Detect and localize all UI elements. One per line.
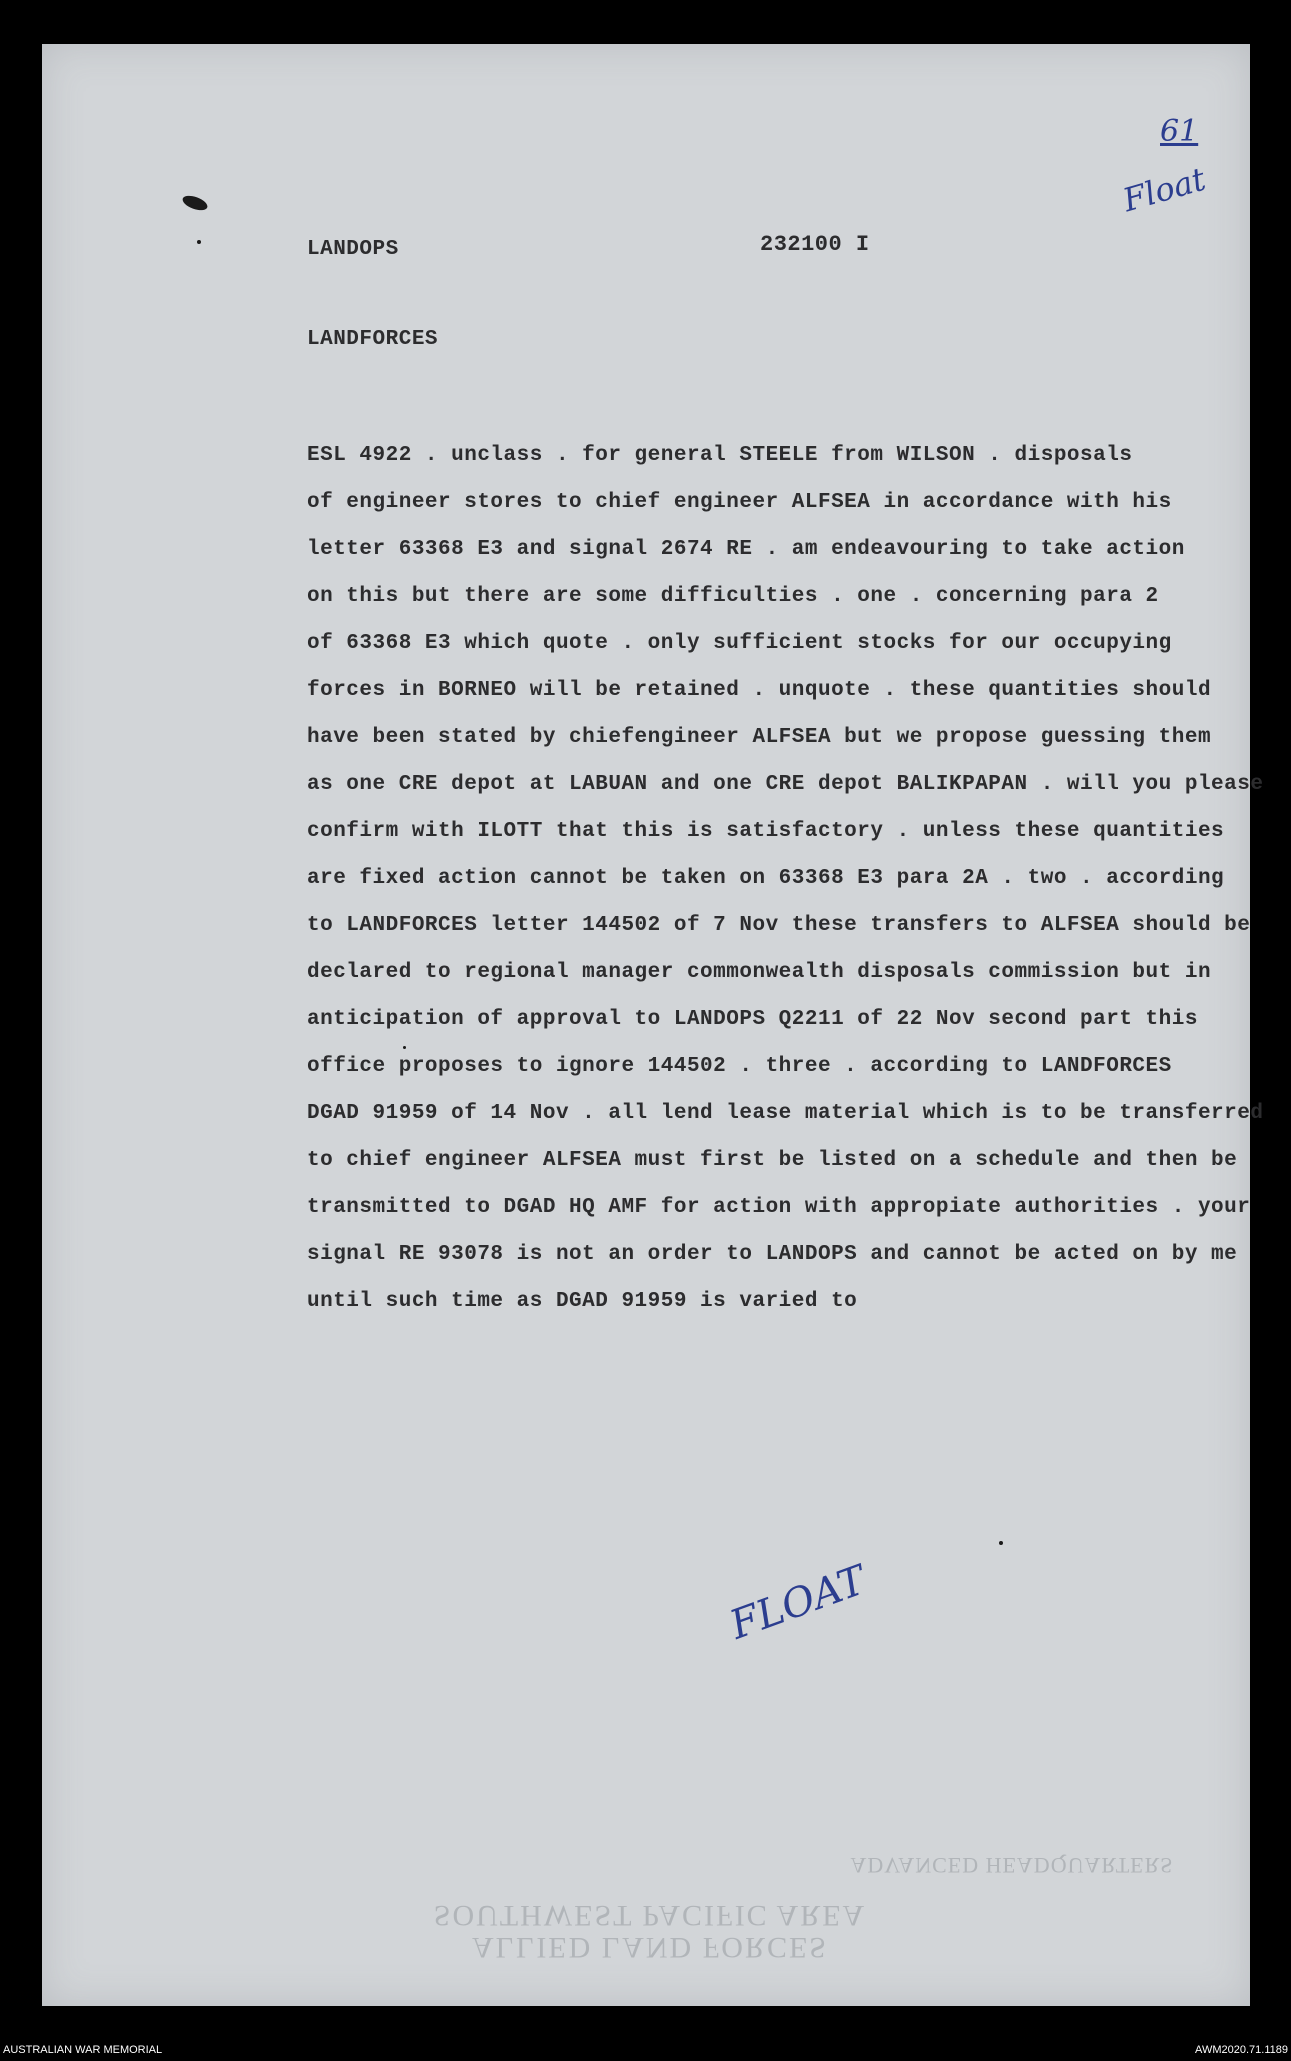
body-line: letter 63368 E3 and signal 2674 RE . am endeavouring to take action — [307, 538, 1185, 561]
body-line: as one CRE depot at LABUAN and one CRE depot BALIKPAPAN . will you please — [307, 773, 1264, 796]
body-line: of engineer stores to chief engineer ALFSEA in accordance with his — [307, 491, 1172, 514]
ink-dot — [197, 240, 201, 244]
stamp-line-advanced-hq: ADVANCED HEADQUARTERS — [850, 1853, 1174, 1878]
message-reference: 232100 I — [760, 232, 870, 257]
body-line: office proposes to ignore 144502 . three . according to LANDFORCES — [307, 1055, 1172, 1078]
body-line: to LANDFORCES letter 144502 of 7 Nov these transfers to ALFSEA should be — [307, 914, 1251, 937]
body-line: of 63368 E3 which quote . only sufficient stocks for our occupying — [307, 632, 1172, 655]
float-annotation-top: Float — [1118, 159, 1210, 220]
body-line: anticipation of approval to LANDOPS Q2211 of 22 Nov second part this — [307, 1008, 1198, 1031]
body-line: confirm with ILOTT that this is satisfactory . unless these quantities — [307, 820, 1225, 843]
body-line: until such time as DGAD 91959 is varied to — [307, 1290, 858, 1313]
message-from: LANDOPS — [307, 238, 399, 261]
body-line: are fixed action cannot be taken on 63368 E3 para 2A . two . according — [307, 867, 1225, 890]
page-number: 61 — [1160, 114, 1199, 149]
footer-institution: AUSTRALIAN WAR MEMORIAL — [3, 2044, 163, 2056]
body-line: have been stated by chiefengineer ALFSEA but we propose guessing them — [307, 726, 1212, 749]
document-page — [42, 44, 1264, 2006]
stamp-line-swpa: SOUTHWEST PACIFIC AREA — [433, 1899, 867, 1932]
body-line: transmitted to DGAD HQ AMF for action with appropiate authorities . your — [307, 1196, 1251, 1219]
body-line: signal RE 93078 is not an order to LANDOPS and cannot be acted on by me — [307, 1243, 1238, 1266]
body-line: to chief engineer ALFSEA must first be listed on a schedule and then be — [307, 1149, 1238, 1172]
ink-dot — [999, 1541, 1003, 1545]
body-line: on this but there are some difficulties . one . concerning para 2 — [307, 585, 1159, 608]
body-line: forces in BORNEO will be retained . unquote . these quantities should — [307, 679, 1212, 702]
body-line: DGAD 91959 of 14 Nov . all lend lease material which is to be transferred — [307, 1102, 1264, 1125]
message-to: LANDFORCES — [307, 328, 439, 351]
footer-accession: AWM2020.71.1189 — [1195, 2044, 1288, 2056]
stamp-line-allied-land-forces: ALLIED LAND FORCES — [472, 1931, 828, 1964]
body-line: ESL 4922 . unclass . for general STEELE from WILSON . disposals — [307, 444, 1133, 467]
float-annotation-bottom: FLOAT — [724, 1557, 872, 1649]
body-line: declared to regional manager commonwealth disposals commission but in — [307, 961, 1212, 984]
message-body — [307, 441, 1264, 1334]
ink-blot — [181, 193, 210, 213]
